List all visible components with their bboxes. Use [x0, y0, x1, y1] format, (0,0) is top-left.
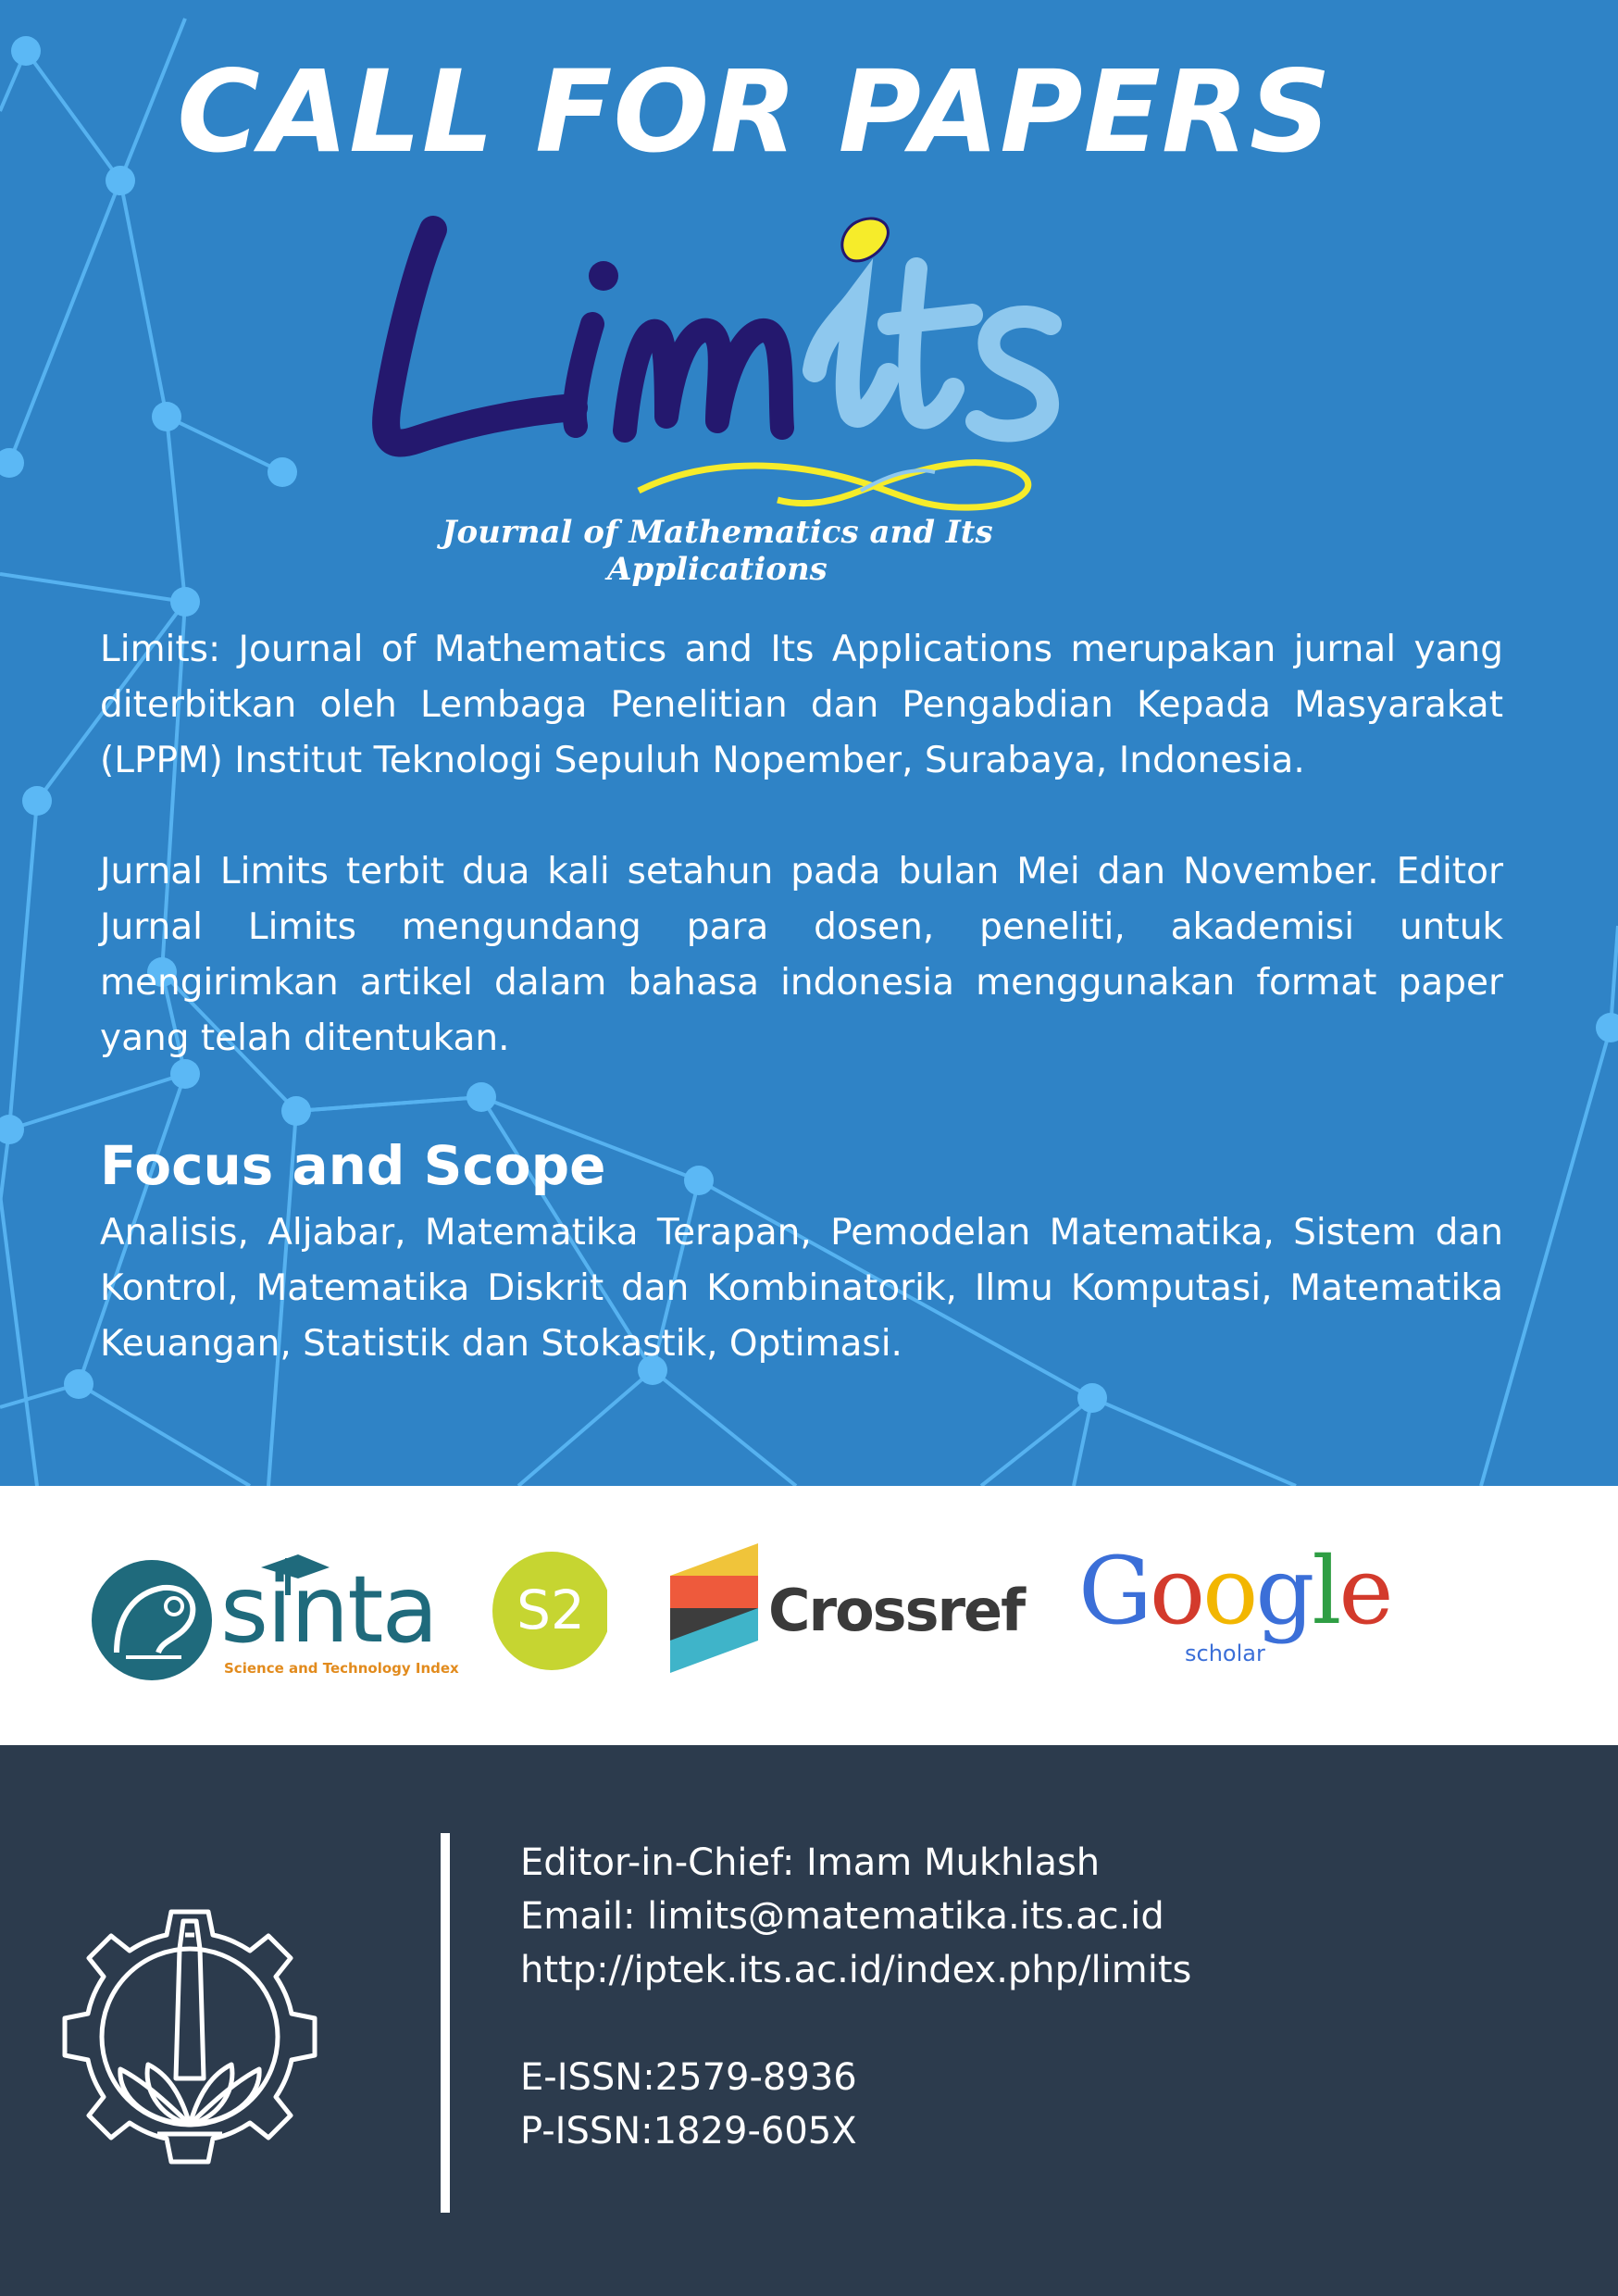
editor-in-chief: Editor-in-Chief: Imam Mukhlash — [520, 1841, 1101, 1884]
intro-paragraph-2: Jurnal Limits terbit dua kali setahun pada bulan Mei dan November. Editor Jurnal Limits mengundang para dosen, peneliti, akademisi untuk mengirimkan artikel dalam bahasa indonesia menggunakan format paper yang telah ditentukan. — [100, 851, 1503, 1059]
contact-section — [0, 1745, 1618, 2296]
journal-logo — [361, 213, 1101, 588]
crossref-logo — [670, 1543, 1040, 1673]
sinta-wordmark: sinta — [220, 1555, 437, 1664]
its-emblem-icon — [46, 1893, 333, 2180]
indexing-logos — [0, 1486, 1618, 1745]
journal-subtitle: Journal of Mathematics and Its Applications — [442, 514, 993, 588]
vertical-divider — [441, 1833, 450, 2213]
focus-heading: Focus and Scope — [100, 1134, 606, 1197]
limits-logo-graphic — [361, 213, 1101, 518]
p-issn: P-ISSN:1829-605X — [520, 2110, 857, 2152]
page-title: CALL FOR PAPERS — [177, 46, 1332, 178]
google-scholar-subtitle: scholar — [1185, 1641, 1265, 1666]
crossref-icon — [670, 1543, 763, 1673]
google-letter: e — [1338, 1537, 1391, 1645]
contact-info — [520, 1836, 1191, 2158]
contact-email: Email: limits@matematika.its.ac.id — [520, 1895, 1164, 1938]
google-letter: o — [1202, 1537, 1256, 1645]
focus-body: Analisis, Aljabar, Matematika Terapan, Pemodelan Matematika, Sistem dan Kontrol, Matematika Diskrit dan Kombinatorik, Ilmu Komputasi, Matematika Keuangan, Statistik dan Stokastik, Optimasi. — [100, 1212, 1503, 1365]
spacer — [520, 1997, 1191, 2051]
e-issn: E-ISSN:2579-8936 — [520, 2056, 857, 2099]
journal-url: http://iptek.its.ac.id/index.php/limits — [520, 1949, 1192, 1991]
google-scholar-logo — [1078, 1537, 1430, 1676]
google-letter: g — [1255, 1537, 1313, 1645]
sinta-logo — [89, 1551, 607, 1690]
google-letter: l — [1312, 1537, 1339, 1645]
intro-paragraph-1: Limits: Journal of Mathematics and Its Applications merupakan jurnal yang diterbitkan oleh Lembaga Penelitian dan Pengabdian Kepada Masyarakat (LPPM) Institut Teknologi Sepuluh Nopember, Surabaya, Indonesia. — [100, 629, 1503, 781]
crossref-wordmark: Crossref — [768, 1577, 1025, 1644]
google-letter: o — [1149, 1537, 1203, 1645]
sinta-badge: S2 — [517, 1578, 585, 1641]
sinta-subtitle: Science and Technology Index — [224, 1660, 459, 1677]
google-letter: G — [1078, 1537, 1150, 1645]
google-wordmark — [1078, 1537, 1391, 1645]
